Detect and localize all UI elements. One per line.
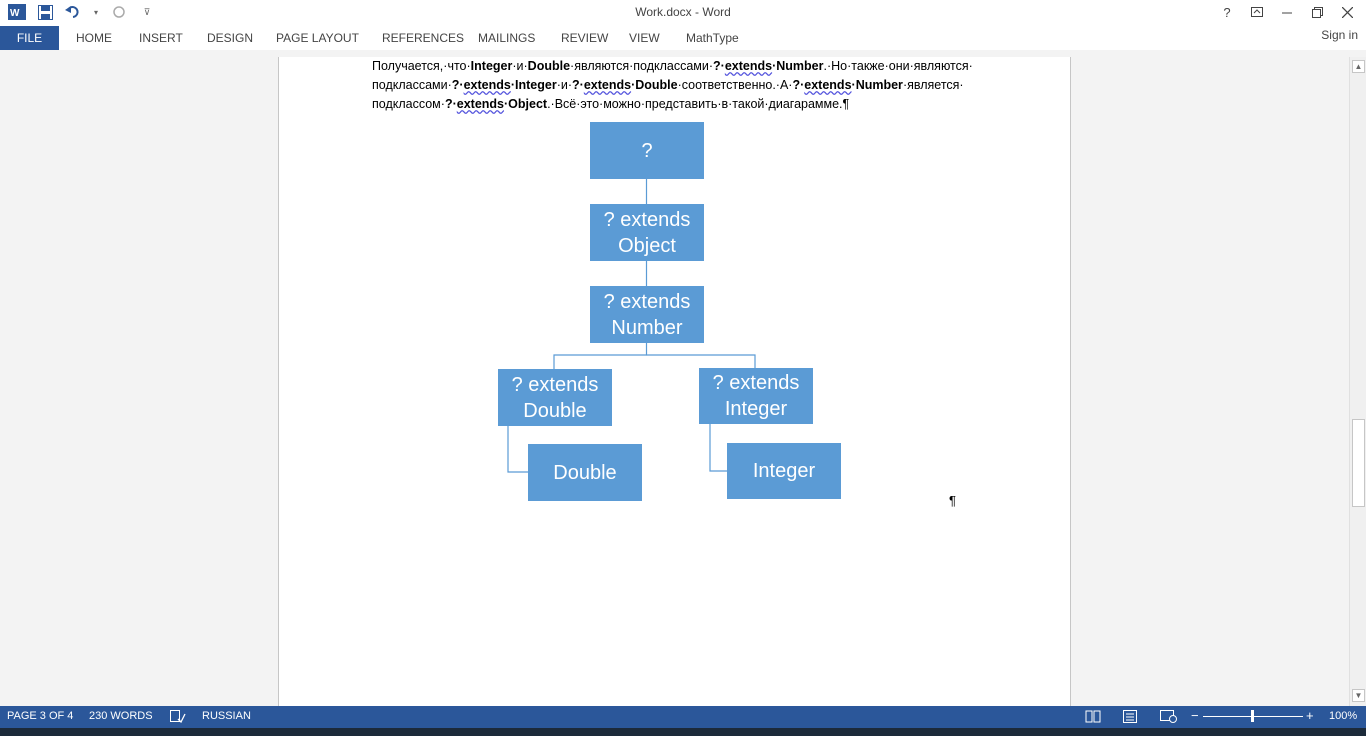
minimize-icon[interactable] <box>1274 2 1300 22</box>
customize-toolbar-icon[interactable]: ⊽ <box>143 6 151 17</box>
read-mode-icon[interactable] <box>1085 710 1101 726</box>
taskbar <box>0 728 1366 736</box>
tab-review[interactable]: REVIEW <box>561 31 609 45</box>
spelling-flag[interactable]: extends <box>456 97 505 111</box>
tab-insert[interactable]: INSERT <box>139 31 183 45</box>
print-layout-icon[interactable] <box>1122 710 1138 726</box>
paragraph-line-1: Получается,·что·Integer·и·Double·являются·подклассами·?·extends·Number.·Но·также·они·являются· <box>372 59 973 73</box>
tab-mailings[interactable]: MAILINGS <box>478 31 536 45</box>
proofing-icon[interactable] <box>170 709 186 726</box>
node-extends-double[interactable]: ? extends Double <box>498 369 612 426</box>
web-layout-icon[interactable] <box>1160 710 1178 726</box>
window-title: Work.docx - Word <box>635 5 731 19</box>
sign-in-link[interactable]: Sign in <box>1321 28 1358 42</box>
tab-references[interactable]: REFERENCES <box>382 31 465 45</box>
tab-home[interactable]: HOME <box>76 31 112 45</box>
paragraph-mark: ¶ <box>949 493 956 508</box>
scroll-down-icon[interactable]: ▼ <box>1352 689 1365 702</box>
page-count[interactable]: PAGE 3 OF 4 <box>7 710 74 722</box>
node-integer[interactable]: Integer <box>727 443 841 499</box>
svg-text:W: W <box>10 8 20 19</box>
zoom-in-button[interactable]: + <box>1306 708 1314 723</box>
ribbon-tabs <box>0 26 1366 50</box>
help-icon[interactable]: ? <box>1223 4 1231 20</box>
document-page[interactable] <box>278 57 1071 706</box>
zoom-slider-thumb[interactable] <box>1251 710 1254 722</box>
status-bar <box>0 706 1366 728</box>
title-bar <box>0 0 1366 26</box>
undo-dropdown-icon[interactable]: ▾ <box>93 7 98 17</box>
node-extends-number[interactable]: ? extends Number <box>590 286 704 343</box>
document-workspace <box>0 57 1349 706</box>
language-indicator[interactable]: RUSSIAN <box>202 710 251 722</box>
tab-file[interactable]: FILE <box>0 26 59 50</box>
restore-icon[interactable] <box>1304 2 1330 22</box>
node-extends-integer[interactable]: ? extends Integer <box>699 368 813 424</box>
connector-number-double <box>554 343 647 369</box>
node-extends-object[interactable]: ? extends Object <box>590 204 704 261</box>
spelling-flag[interactable]: extends <box>463 78 511 92</box>
spelling-flag[interactable]: extends <box>583 78 632 92</box>
spelling-flag[interactable]: extends <box>804 78 852 92</box>
connector-double-leaf <box>508 426 528 472</box>
node-double[interactable]: Double <box>528 444 642 501</box>
paragraph-line-3: подклассом·?·extends·Object.·Всё·это·можно·представить·в·такой·диагарамме.¶ <box>372 97 850 111</box>
scroll-up-icon[interactable]: ▲ <box>1352 60 1365 73</box>
vertical-scrollbar[interactable] <box>1349 57 1366 706</box>
ribbon-display-options-icon[interactable] <box>1244 2 1270 22</box>
connector-number-integer <box>647 355 756 368</box>
tab-page-layout[interactable]: PAGE LAYOUT <box>276 31 359 45</box>
zoom-level[interactable]: 100% <box>1329 710 1358 722</box>
tab-view[interactable]: VIEW <box>629 31 660 45</box>
connector-integer-leaf <box>710 424 727 471</box>
tab-design[interactable]: DESIGN <box>207 31 254 45</box>
scrollbar-thumb[interactable] <box>1352 419 1365 507</box>
tab-mathtype[interactable]: MathType <box>686 31 739 45</box>
window-controls <box>1214 2 1360 22</box>
paragraph-line-2: подклассами·?·extends·Integer·и·?·extends·Double·соответственно.·А·?·extends·Number·является· <box>372 78 964 92</box>
spelling-flag[interactable]: extends <box>724 59 773 73</box>
word-count[interactable]: 230 WORDS <box>89 710 153 722</box>
node-root[interactable]: ? <box>590 122 704 179</box>
close-icon[interactable] <box>1334 2 1360 22</box>
zoom-out-button[interactable]: − <box>1191 708 1199 723</box>
